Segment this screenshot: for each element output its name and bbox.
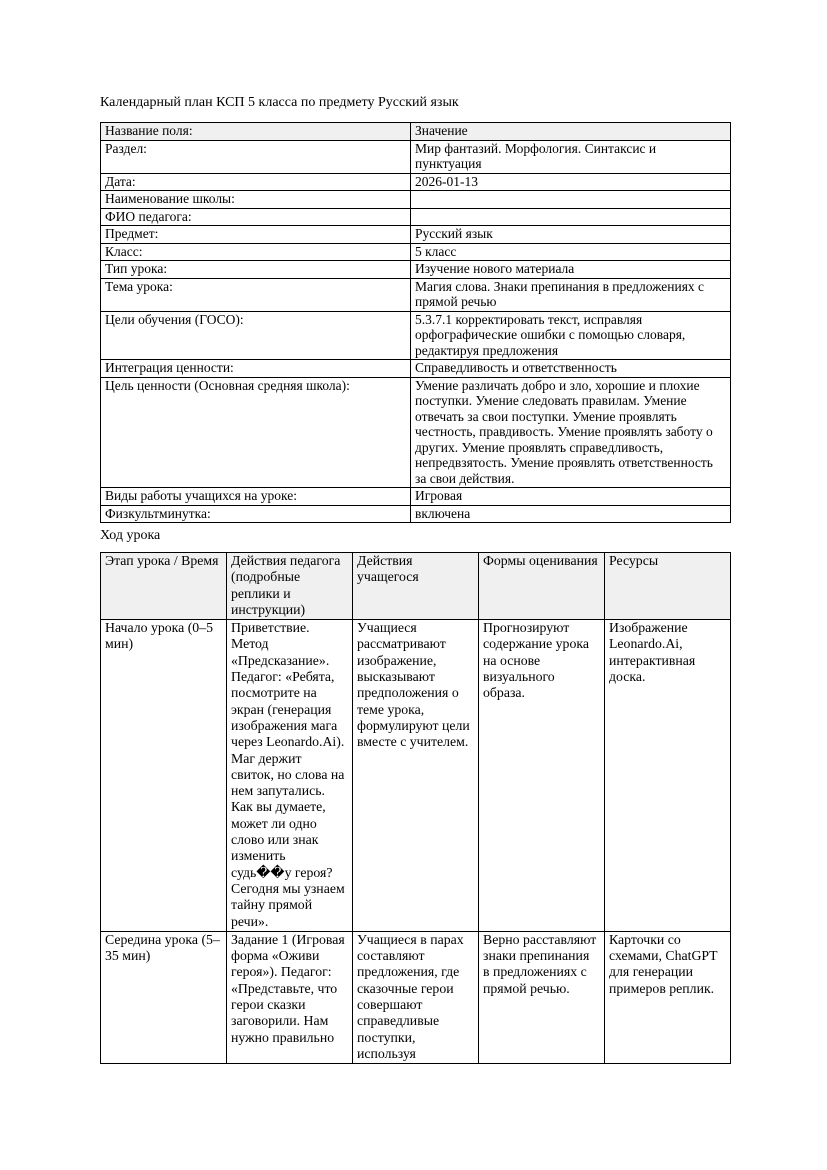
lesson-header-teacher-cell: Действия педагога (подробные реплики и инструкции) <box>227 553 353 620</box>
field-cell: Предмет: <box>101 226 411 244</box>
table-row <box>101 505 731 523</box>
document-content <box>100 94 731 1064</box>
student-actions-cell: Учащиеся в парах составляют предложения, где сказочные герои совершают справедливые поступки, используя <box>353 931 479 1063</box>
table-row <box>101 243 731 261</box>
field-cell: Цель ценности (Основная средняя школа): <box>101 377 411 488</box>
lesson-header-assessment-cell: Формы оценивания <box>479 553 605 620</box>
resources-cell: Карточки со схемами, ChatGPT для генерации примеров реплик. <box>605 931 731 1063</box>
table-row <box>101 173 731 191</box>
value-cell: Справедливость и ответственность <box>411 360 731 378</box>
lesson-header-stage-cell: Этап урока / Время <box>101 553 227 620</box>
info-header-field-cell: Название поля: <box>101 123 411 141</box>
assessment-cell: Прогнозируют содержание урока на основе визуального образа. <box>479 620 605 932</box>
field-cell: Виды работы учащихся на уроке: <box>101 488 411 506</box>
table-row <box>101 360 731 378</box>
field-cell: Дата: <box>101 173 411 191</box>
section-heading: Ход урока <box>100 528 161 543</box>
teacher-actions-cell: Задание 1 (Игровая форма «Оживи героя»). Педагог: «Представьте, что герои сказки заговорили. Нам нужно правильно <box>227 931 353 1063</box>
field-cell: Класс: <box>101 243 411 261</box>
field-cell: Раздел: <box>101 140 411 173</box>
student-actions-cell: Учащиеся рассматривают изображение, высказывают предположения о теме урока, формулируют цели вместе с учителем. <box>353 620 479 932</box>
table-row <box>101 278 731 311</box>
resources-cell: Изображение Leonardo.Ai, интерактивная доска. <box>605 620 731 932</box>
table-row <box>101 931 731 1063</box>
value-cell: Игровая <box>411 488 731 506</box>
value-cell: Мир фантазий. Морфология. Синтаксис и пунктуация <box>411 140 731 173</box>
table-row <box>101 488 731 506</box>
field-cell: Тип урока: <box>101 261 411 279</box>
table-row <box>101 208 731 226</box>
table-row <box>101 311 731 360</box>
lesson-header-resources-cell: Ресурсы <box>605 553 731 620</box>
lesson-table-header-row <box>101 553 731 620</box>
document-title: Календарный план КСП 5 класса по предмету Русский язык <box>100 95 459 110</box>
info-table-header-row <box>101 123 731 141</box>
value-cell: 2026-01-13 <box>411 173 731 191</box>
value-cell: Магия слова. Знаки препинания в предложениях с прямой речью <box>411 278 731 311</box>
value-cell: Умение различать добро и зло, хорошие и плохие поступки. Умение следовать правилам. Умение отвечать за свои поступки. Умение проявлять честность, правдивость. Умение проявлять заботу о других. Умение проявлять справедливость, непредвзятость. Умение проявлять ответственность за свои действия. <box>411 377 731 488</box>
stage-cell: Начало урока (0–5 мин) <box>101 620 227 932</box>
value-cell <box>411 208 731 226</box>
field-cell: Тема урока: <box>101 278 411 311</box>
field-cell: Физкультминутка: <box>101 505 411 523</box>
info-table <box>100 122 731 523</box>
table-row <box>101 620 731 932</box>
table-row <box>101 140 731 173</box>
field-cell: Цели обучения (ГОСО): <box>101 311 411 360</box>
field-cell: Интеграция ценности: <box>101 360 411 378</box>
info-header-value-cell: Значение <box>411 123 731 141</box>
assessment-cell: Верно расставляют знаки препинания в предложениях с прямой речью. <box>479 931 605 1063</box>
field-cell: ФИО педагога: <box>101 208 411 226</box>
value-cell: Изучение нового материала <box>411 261 731 279</box>
value-cell <box>411 191 731 209</box>
lesson-table <box>100 552 731 1064</box>
field-cell: Наименование школы: <box>101 191 411 209</box>
value-cell: 5.3.7.1 корректировать текст, исправляя орфографические ошибки с помощью словаря, редактируя предложения <box>411 311 731 360</box>
teacher-actions-cell: Приветствие. Метод «Предсказание». Педагог: «Ребята, посмотрите на экран (генерация изображения мага через Leonardo.Ai). Маг держит свиток, но слова на нем запутались. Как вы думаете, может ли одно слово или знак изменить судь��у героя? Сегодня мы узнаем тайну прямой речи». <box>227 620 353 932</box>
value-cell: Русский язык <box>411 226 731 244</box>
table-row <box>101 261 731 279</box>
table-row <box>101 377 731 488</box>
stage-cell: Середина урока (5–35 мин) <box>101 931 227 1063</box>
table-row <box>101 226 731 244</box>
table-row <box>101 191 731 209</box>
value-cell: включена <box>411 505 731 523</box>
lesson-header-student-cell: Действия учащегося <box>353 553 479 620</box>
value-cell: 5 класс <box>411 243 731 261</box>
